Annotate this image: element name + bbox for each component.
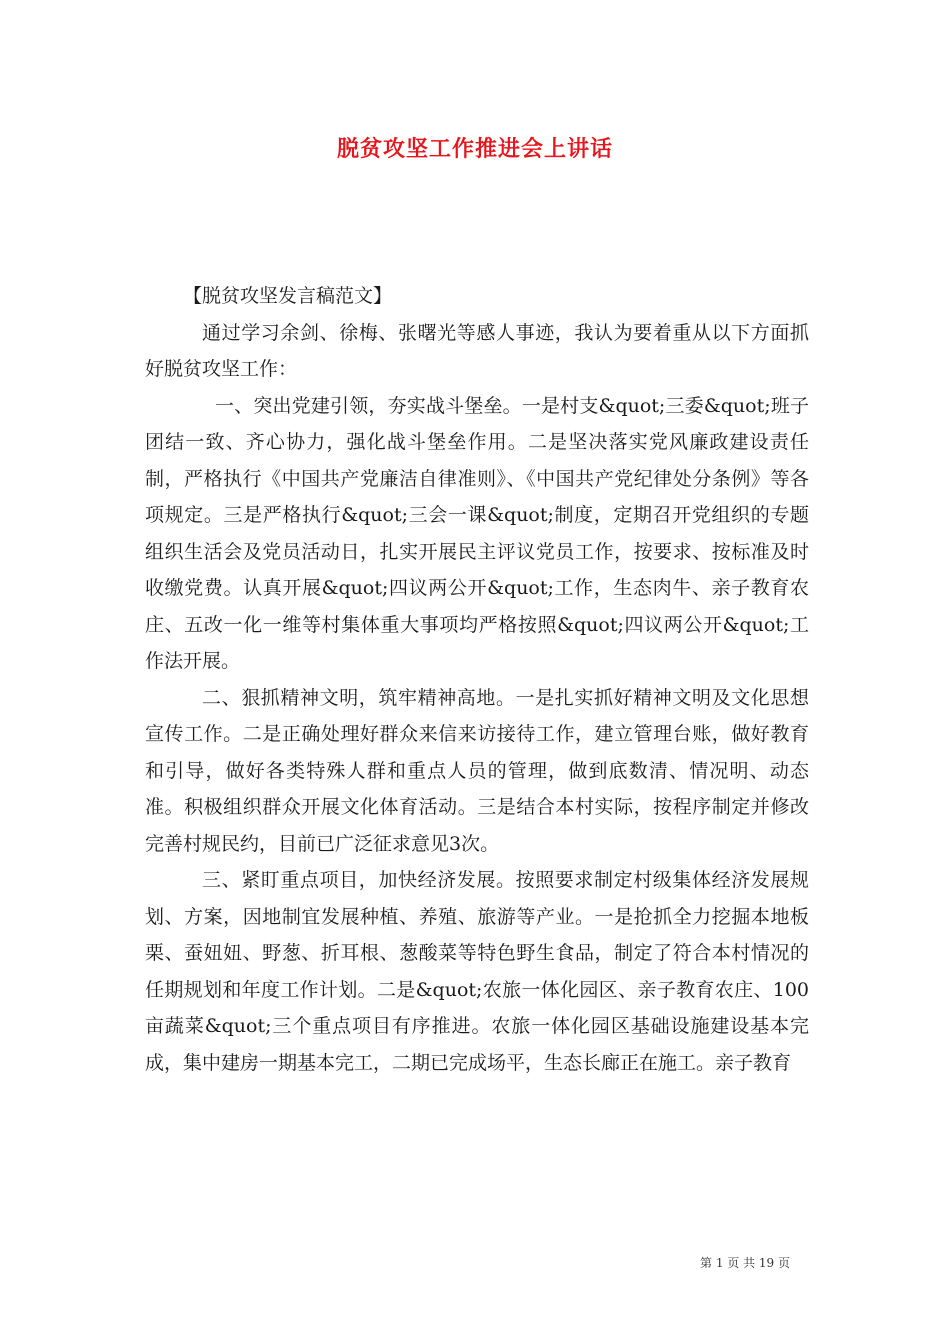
document-title: 脱贫攻坚工作推进会上讲话 — [336, 136, 613, 162]
document-body — [145, 278, 809, 1081]
paragraph-section-2: 二、狠抓精神文明，筑牢精神高地。一是扎实抓好精神文明及文化思想宣传工作。二是正确处理好群众来信来访接待工作，建立管理台账，做好教育和引导，做好各类特殊人群和重点人员的管理，做到底数清、情况明、动态准。积极组织群众开展文化体育活动。三是结合本村实际，按程序制定并修改完善村规民约，目前已广泛征求意见3次。 — [145, 686, 809, 855]
page-number: 第 1 页 共 19 页 — [700, 1256, 790, 1270]
paragraph-section-1: 一、突出党建引领，夯实战斗堡垒。一是村支&quot;三委&quot;班子团结一致、齐心协力，强化战斗堡垒作用。二是坚决落实党风廉政建设责任制，严格执行《中国共产党廉洁自律准则》、《中国共产党纪律处分条例》等各项规定。三是严格执行&quot;三会一课&quot;制度，定期召开党组织的专题组织生活会及党员活动日，扎实开展民主评议党员工作，按要求、按标准及时收缴党费。认真开展&quot;四议两公开&quot;工作，生态肉牛、亲子教育农庄、五改一化一维等村集体重大事项均严格按照&quot;四议两公开&quot;工作法开展。 — [145, 394, 809, 672]
subheading: 【脱贫攻坚发言稿范文】 — [183, 285, 393, 307]
paragraph-intro: 通过学习余剑、徐梅、张曙光等感人事迹，我认为要着重从以下方面抓好脱贫攻坚工作： — [145, 321, 809, 380]
paragraph-section-3: 三、紧盯重点项目，加快经济发展。按照要求制定村级集体经济发展规划、方案，因地制宜发展种植、养殖、旅游等产业。一是抢抓全力挖掘本地板栗、蚕妞妞、野葱、折耳根、葱酸菜等特色野生食品，制定了符合本村情况的任期规划和年度工作计划。二是&quot;农旅一体化园区、亲子教育农庄、100亩蔬菜&quot;三个重点项目有序推进。农旅一体化园区基础设施建设基本完成，集中建房一期基本完工，二期已完成场平，生态长廊正在施工。亲子教育 — [145, 869, 809, 1074]
